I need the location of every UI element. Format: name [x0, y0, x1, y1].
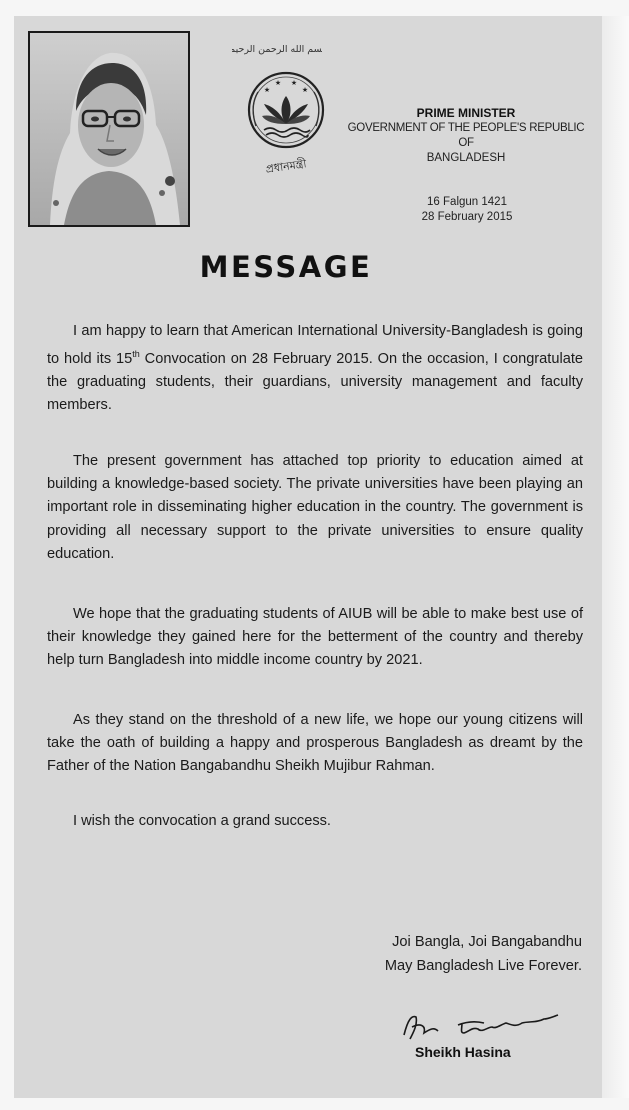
- government-line-2: BANGLADESH: [426, 152, 506, 164]
- date-block: [392, 195, 542, 225]
- date-bengali: 16 Falgun 1421: [427, 196, 507, 208]
- ordinal-suffix: th: [132, 349, 140, 360]
- paragraph-3-text: We hope that the graduating students of AIUB will be able to make best use of their knowledge they gained here for the betterment of the country and thereby help turn Bangladesh into middle income country by 2021.: [47, 606, 583, 669]
- paragraph-1-part-2: Convocation on 28 February 2015. On the occasion, I congratulate the graduating students, their guardians, university management and faculty members.: [47, 351, 583, 414]
- svg-text:★: ★: [290, 79, 298, 87]
- paragraph-1-part-1: I am happy to learn that American International University-Bangladesh is going to hold its 15: [47, 323, 583, 368]
- prime-minister-portrait: [28, 31, 190, 227]
- paragraph-4: [47, 709, 583, 779]
- paragraph-1: [47, 320, 583, 418]
- paragraph-2: [47, 450, 583, 566]
- paragraph-3: [47, 603, 583, 673]
- svg-text:★: ★: [301, 86, 309, 94]
- svg-text:★: ★: [263, 86, 271, 94]
- bismillah-calligraphy: [232, 36, 322, 58]
- handwritten-signature: [398, 1005, 563, 1047]
- paragraph-4-text: As they stand on the threshold of a new life, we hope our young citizens will take the oath of building a happy and prosperous Bangladesh as dreamt by the Father of the Nation Bangabandhu Sheikh Mujibur Rahman.: [47, 712, 583, 775]
- paragraph-2-text: The present government has attached top priority to education aimed at building a knowledge-based society. The private universities have been playing an important role in disseminating higher education in the country. The government is providing all necessary support to the private universities to ensure quality education.: [47, 453, 583, 562]
- closing-slogans: [300, 930, 582, 978]
- government-line-1: GOVERNMENT OF THE PEOPLE'S REPUBLIC OF: [347, 122, 585, 149]
- emblem-caption: প্রধানমন্ত্রী: [264, 157, 308, 176]
- svg-text:★: ★: [274, 79, 282, 87]
- paragraph-5: [47, 810, 583, 833]
- bismillah-text: بسم الله الرحمن الرحيم: [232, 44, 322, 55]
- office-title: PRIME MINISTER: [416, 106, 516, 120]
- closing-line-2: May Bangladesh Live Forever.: [384, 958, 582, 974]
- signer-name: Sheikh Hasina: [415, 1044, 511, 1060]
- page-edge: [602, 16, 629, 1098]
- office-heading: [344, 106, 588, 166]
- message-heading: MESSAGE: [199, 250, 373, 284]
- date-gregorian: 28 February 2015: [421, 211, 513, 223]
- government-emblem: [240, 66, 332, 178]
- paragraph-5-text: I wish the convocation a grand success.: [73, 813, 331, 829]
- closing-line-1: Joi Bangla, Joi Bangabandhu: [392, 934, 582, 950]
